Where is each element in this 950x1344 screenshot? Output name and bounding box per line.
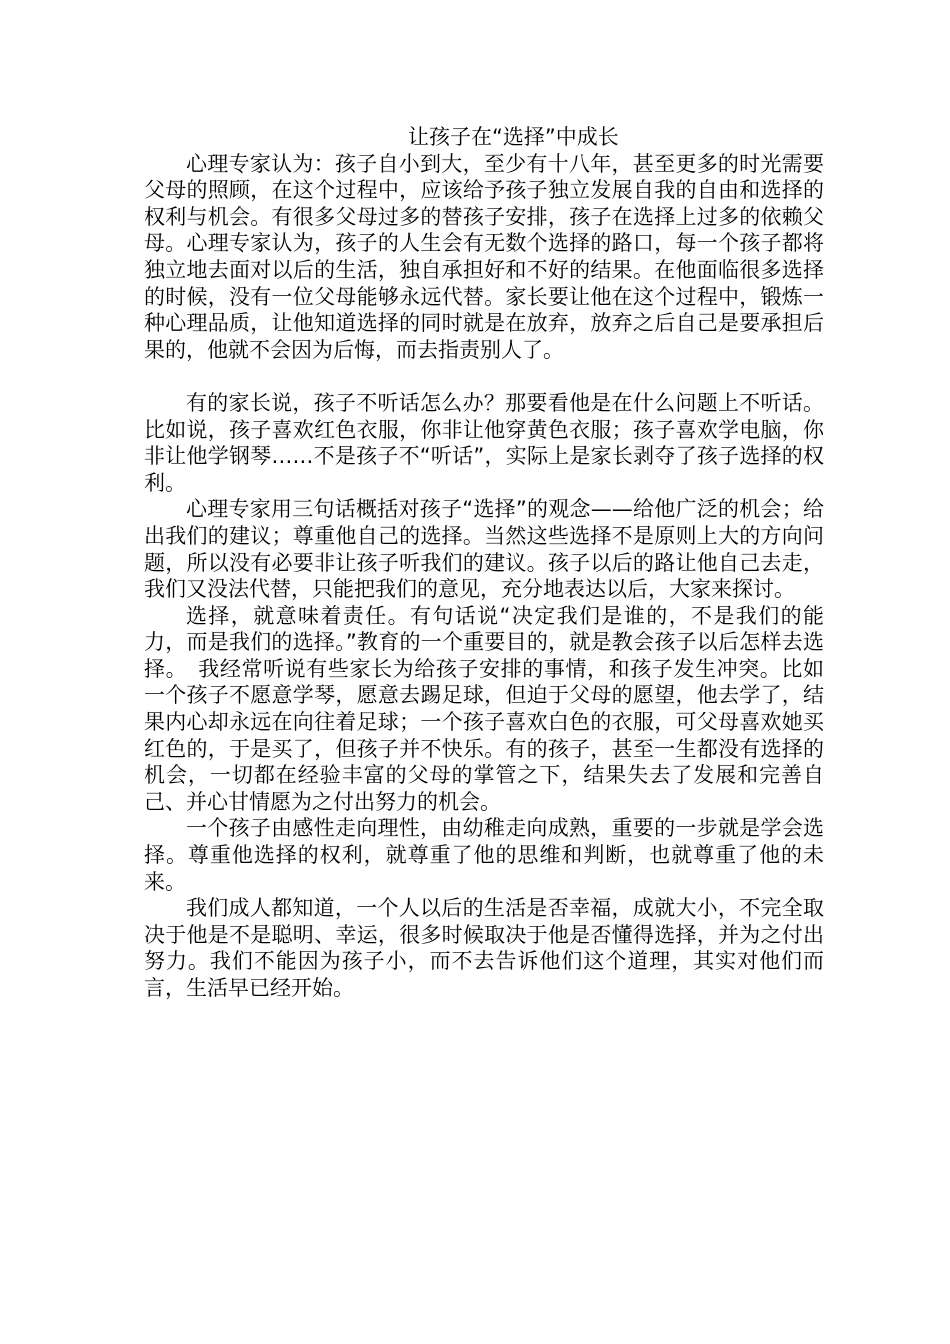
paragraph-spacer: [144, 363, 824, 390]
paragraph-2: 有的家长说，孩子不听话怎么办？那要看他是在什么问题上不听话。比如说，孩子喜欢红色衣服，你非让他穿黄色衣服；孩子喜欢学电脑，你非让他学钢琴……不是孩子不“听话”，实际上是家长剥夺了孩子选择的权利。: [144, 390, 824, 495]
paragraph-4: 选择，就意味着责任。有句话说“决定我们是谁的，不是我们的能力，而是我们的选择。”教育的一个重要目的，就是教会孩子以后怎样去选择。 我经常听说有些家长为给孩子安排的事情，和孩子发生冲突。比如一个孩子不愿意学琴，愿意去踢足球，但迫于父母的愿望，他去学了，结果内心却永远在向往着足球；一个孩子喜欢白色的衣服，可父母喜欢她买红色的，于是买了，但孩子并不快乐。有的孩子，甚至一生都没有选择的机会，一切都在经验丰富的父母的掌管之下，结果失去了发展和完善自己、并心甘情愿为之付出努力的机会。: [144, 603, 824, 814]
paragraph-1: 心理专家认为：孩子自小到大，至少有十八年，甚至更多的时光需要父母的照顾，在这个过程中，应该给予孩子独立发展自我的自由和选择的权利与机会。有很多父母过多的替孩子安排，孩子在选择上过多的依赖父母。心理专家认为，孩子的人生会有无数个选择的路口，每一个孩子都将独立地去面对以后的生活，独自承担好和不好的结果。在他面临很多选择的时候，没有一位父母能够永远代替。家长要让他在这个过程中，锻炼一种心理品质，让他知道选择的同时就是在放弃，放弃之后自己是要承担后果的，他就不会因为后悔，而去指责别人了。: [144, 151, 824, 362]
paragraph-5: 一个孩子由感性走向理性，由幼稚走向成熟，重要的一步就是学会选择。尊重他选择的权利，就尊重了他的思维和判断，也就尊重了他的未来。: [144, 816, 824, 894]
article-title: 让孩子在“选择”中成长: [408, 125, 619, 149]
article: [144, 124, 824, 1002]
paragraph-6: 我们成人都知道，一个人以后的生活是否幸福，成就大小，不完全取决于他是不是聪明、幸运，很多时候取决于他是否懂得选择，并为之付出努力。我们不能因为孩子小，而不去告诉他们这个道理，其实对他们而言，生活早已经开始。: [144, 896, 824, 1000]
paragraph-3: 心理专家用三句话概括对孩子“选择”的观念——给他广泛的机会；给出我们的建议；尊重他自己的选择。当然这些选择不是原则上大的方向问题，所以没有必要非让孩子听我们的建议。孩子以后的路让他自己去走，我们又没法代替，只能把我们的意见，充分地表达以后，大家来探讨。: [144, 497, 824, 602]
